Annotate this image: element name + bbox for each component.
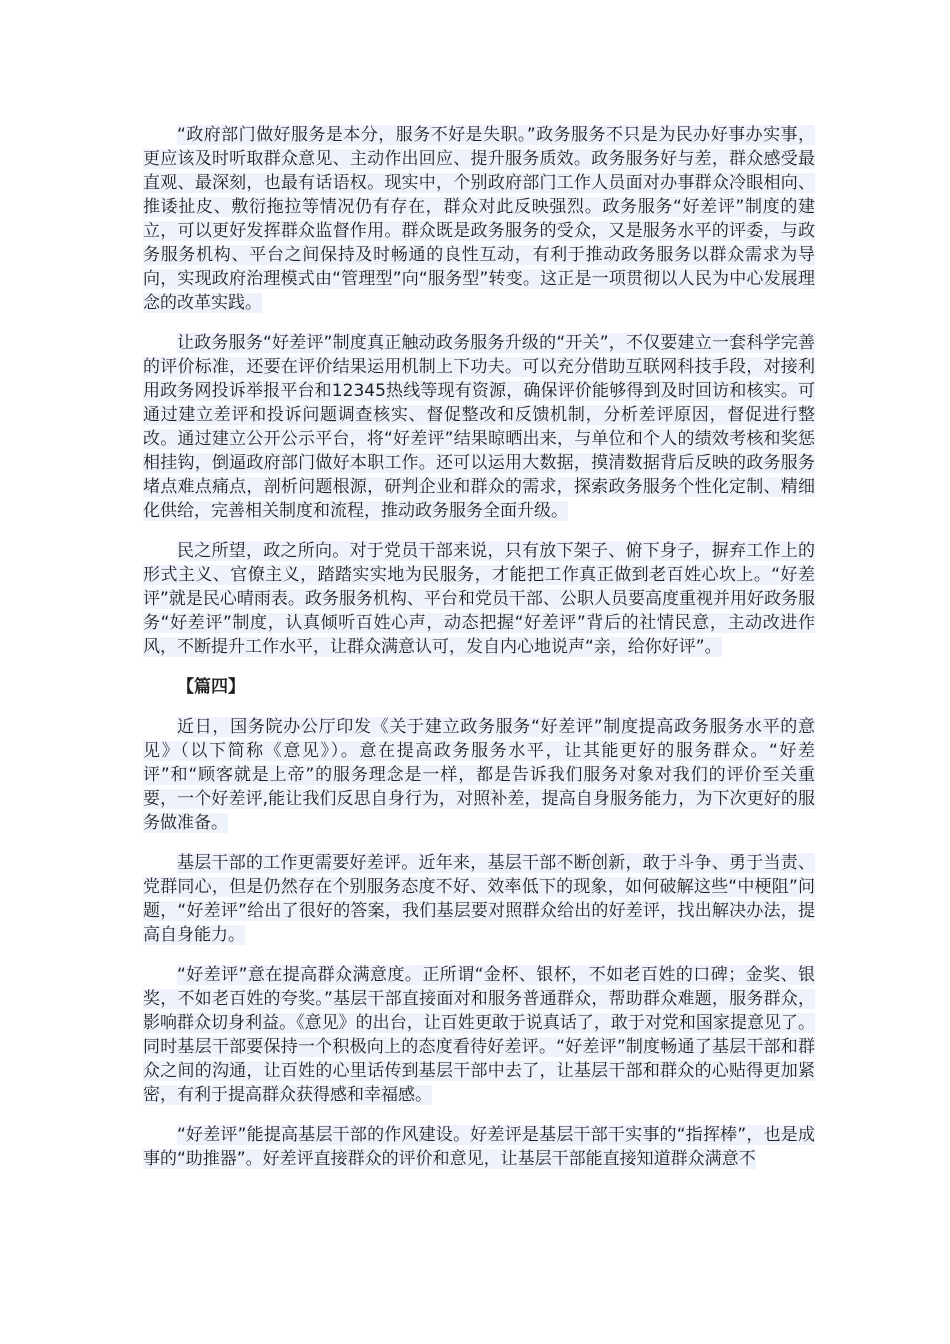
paragraph-1 <box>143 123 815 315</box>
paragraph-2 <box>143 331 815 523</box>
paragraph-6 <box>143 963 815 1107</box>
section-heading-text: 【篇四】 <box>177 677 245 697</box>
paragraph-5-text: 基层干部的工作更需要好差评。近年来，基层干部不断创新，敢于斗争、勇于当责、党群同心，但是仍然存在个别服务态度不好、效率低下的现象，如何破解这些“中梗阻”问题，“好差评”给出了很好的答案，我们基层要对照群众给出的好差评，找出解决办法，提高自身能力。 <box>143 853 815 945</box>
paragraph-7 <box>143 1123 815 1171</box>
paragraph-5 <box>143 851 815 947</box>
paragraph-3 <box>143 539 815 659</box>
paragraph-2-text: 让政务服务“好差评”制度真正触动政务服务升级的“开关”，不仅要建立一套科学完善的评价标准，还要在评价结果运用机制上下功夫。可以充分借助互联网科技手段，对接利用政务网投诉举报平台和12345热线等现有资源，确保评价能够得到及时回访和核实。可通过建立差评和投诉问题调查核实、督促整改和反馈机制，分析差评原因，督促进行整改。通过建立公开公示平台，将“好差评”结果晾晒出来，与单位和个人的绩效考核和奖惩相挂钩，倒逼政府部门做好本职工作。还可以运用大数据，摸清数据背后反映的政务服务堵点难点痛点，剖析问题根源，研判企业和群众的需求，探索政务服务个性化定制、精细化供给，完善相关制度和流程，推动政务服务全面升级。 <box>143 333 815 521</box>
section-heading <box>143 675 815 699</box>
paragraph-4 <box>143 715 815 835</box>
paragraph-3-text: 民之所望，政之所向。对于党员干部来说，只有放下架子、俯下身子，摒弃工作上的形式主义、官僚主义，踏踏实实地为民服务，才能把工作真正做到老百姓心坎上。“好差评”就是民心晴雨表。政务服务机构、平台和党员干部、公职人员要高度重视并用好政务服务“好差评”制度，认真倾听百姓心声，动态把握“好差评”背后的社情民意，主动改进作风，不断提升工作水平，让群众满意认可，发自内心地说声“亲，给你好评”。 <box>143 541 815 657</box>
paragraph-7-text: “好差评”能提高基层干部的作风建设。好差评是基层干部干实事的“指挥棒”，也是成事的“助推器”。好差评直接群众的评价和意见，让基层干部能直接知道群众满意不 <box>143 1125 815 1169</box>
paragraph-1-text: “政府部门做好服务是本分，服务不好是失职。”政务服务不只是为民办好事办实事，更应该及时听取群众意见、主动作出回应、提升服务质效。政务服务好与差，群众感受最直观、最深刻，也最有话语权。现实中，个别政府部门工作人员面对办事群众冷眼相向、推诿扯皮、敷衍拖拉等情况仍有存在，群众对此反映强烈。政务服务“好差评”制度的建立，可以更好发挥群众监督作用。群众既是政务服务的受众，又是服务水平的评委，与政务服务机构、平台之间保持及时畅通的良性互动，有利于推动政务服务以群众需求为导向，实现政府治理模式由“管理型”向“服务型”转变。这正是一项贯彻以人民为中心发展理念的改革实践。 <box>143 125 815 313</box>
paragraph-6-text: “好差评”意在提高群众满意度。正所谓“金杯、银杯，不如老百姓的口碑；金奖、银奖，不如老百姓的夸奖。”基层干部直接面对和服务普通群众，帮助群众难题，服务群众，影响群众切身利益。《意见》的出台，让百姓更敢于说真话了，敢于对党和国家提意见了。同时基层干部要保持一个积极向上的态度看待好差评。“好差评”制度畅通了基层干部和群众之间的沟通，让百姓的心里话传到基层干部中去了，让基层干部和群众的心贴得更加紧密，有利于提高群众获得感和幸福感。 <box>143 965 815 1105</box>
document-page <box>143 123 815 1187</box>
paragraph-4-text: 近日，国务院办公厅印发《关于建立政务服务“好差评”制度提高政务服务水平的意见》（以下简称《意见》）。意在提高政务服务水平，让其能更好的服务群众。“好差评”和“顾客就是上帝”的服务理念是一样，都是告诉我们服务对象对我们的评价至关重要，一个好差评,能让我们反思自身行为，对照补差，提高自身服务能力，为下次更好的服务做准备。 <box>143 717 815 833</box>
